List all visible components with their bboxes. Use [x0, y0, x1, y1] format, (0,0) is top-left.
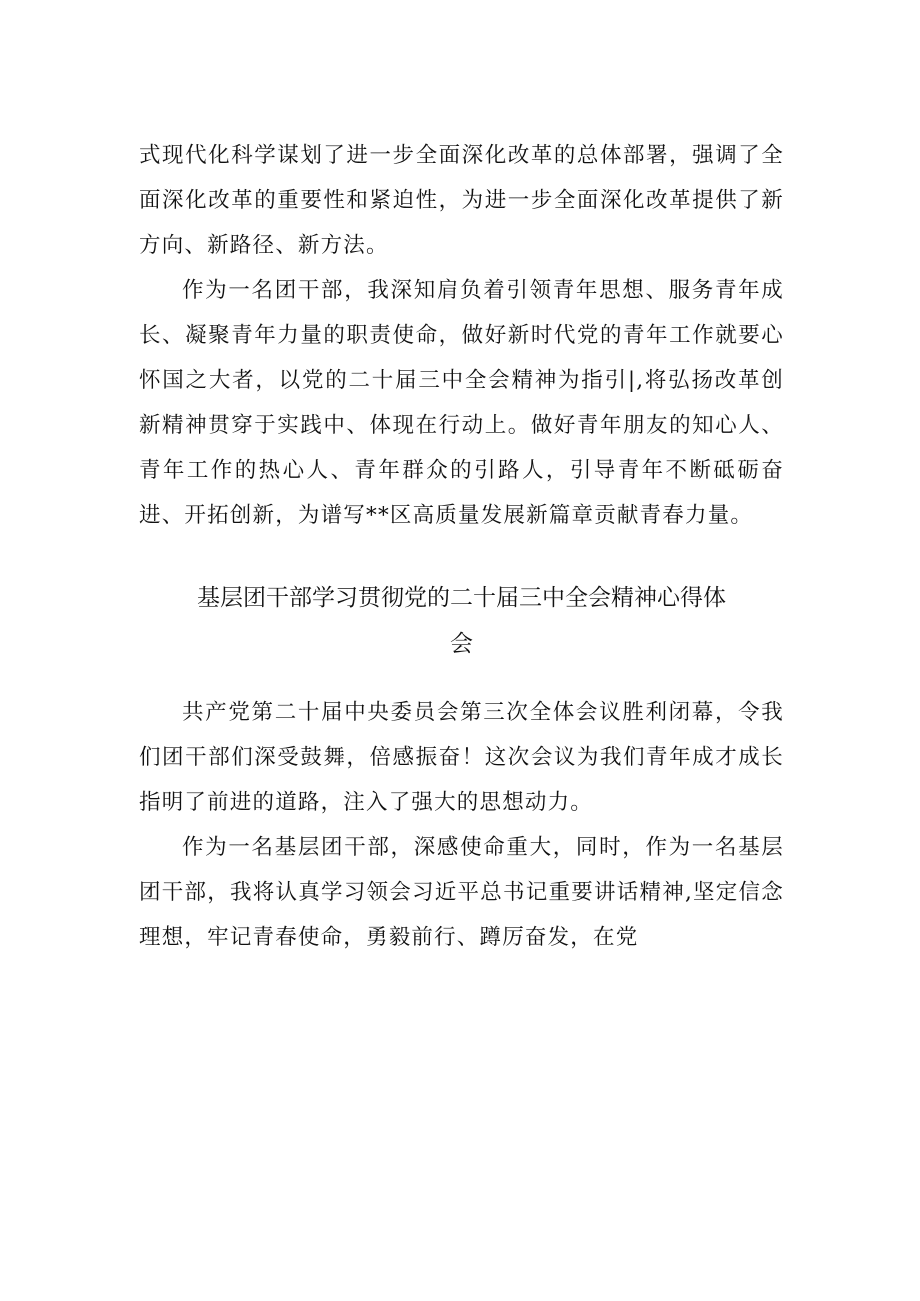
section2-body	[139, 690, 784, 960]
paragraph-continuation: 式现代化科学谋划了进一步全面深化改革的总体部署，强调了全面深化改革的重要性和紧迫性，为进一步全面深化改革提供了新方向、新路径、新方法。	[139, 143, 784, 258]
section1-body	[139, 133, 784, 538]
article-title: 基层团干部学习贯彻党的二十届三中全会精神心得体会	[197, 585, 726, 657]
paragraph: 作为一名基层团干部，深感使命重大，同时，作为一名基层团干部，我将认真学习领会习近平总书记重要讲话精神,坚定信念理想，牢记青春使命，勇毅前行、蹲厉奋发，在党	[139, 835, 784, 950]
paragraph: 作为一名团干部，我深知肩负着引领青年思想、服务青年成长、凝聚青年力量的职责使命，做好新时代党的青年工作就要心怀国之大者，以党的二十届三中全会精神为指引|,将弘扬改革创新精神贯穿于实践中、体现在行动上。做好青年朋友的知心人、青年工作的热心人、青年群众的引路人，引导青年不断砥砺奋进、开拓创新，为谱写**区高质量发展新篇章贡献青春力量。	[139, 278, 784, 528]
paragraph: 共产党第二十届中央委员会第三次全体会议胜利闭幕，令我们团干部们深受鼓舞，倍感振奋！这次会议为我们青年成才成长指明了前进的道路，注入了强大的思想动力。	[139, 700, 784, 815]
